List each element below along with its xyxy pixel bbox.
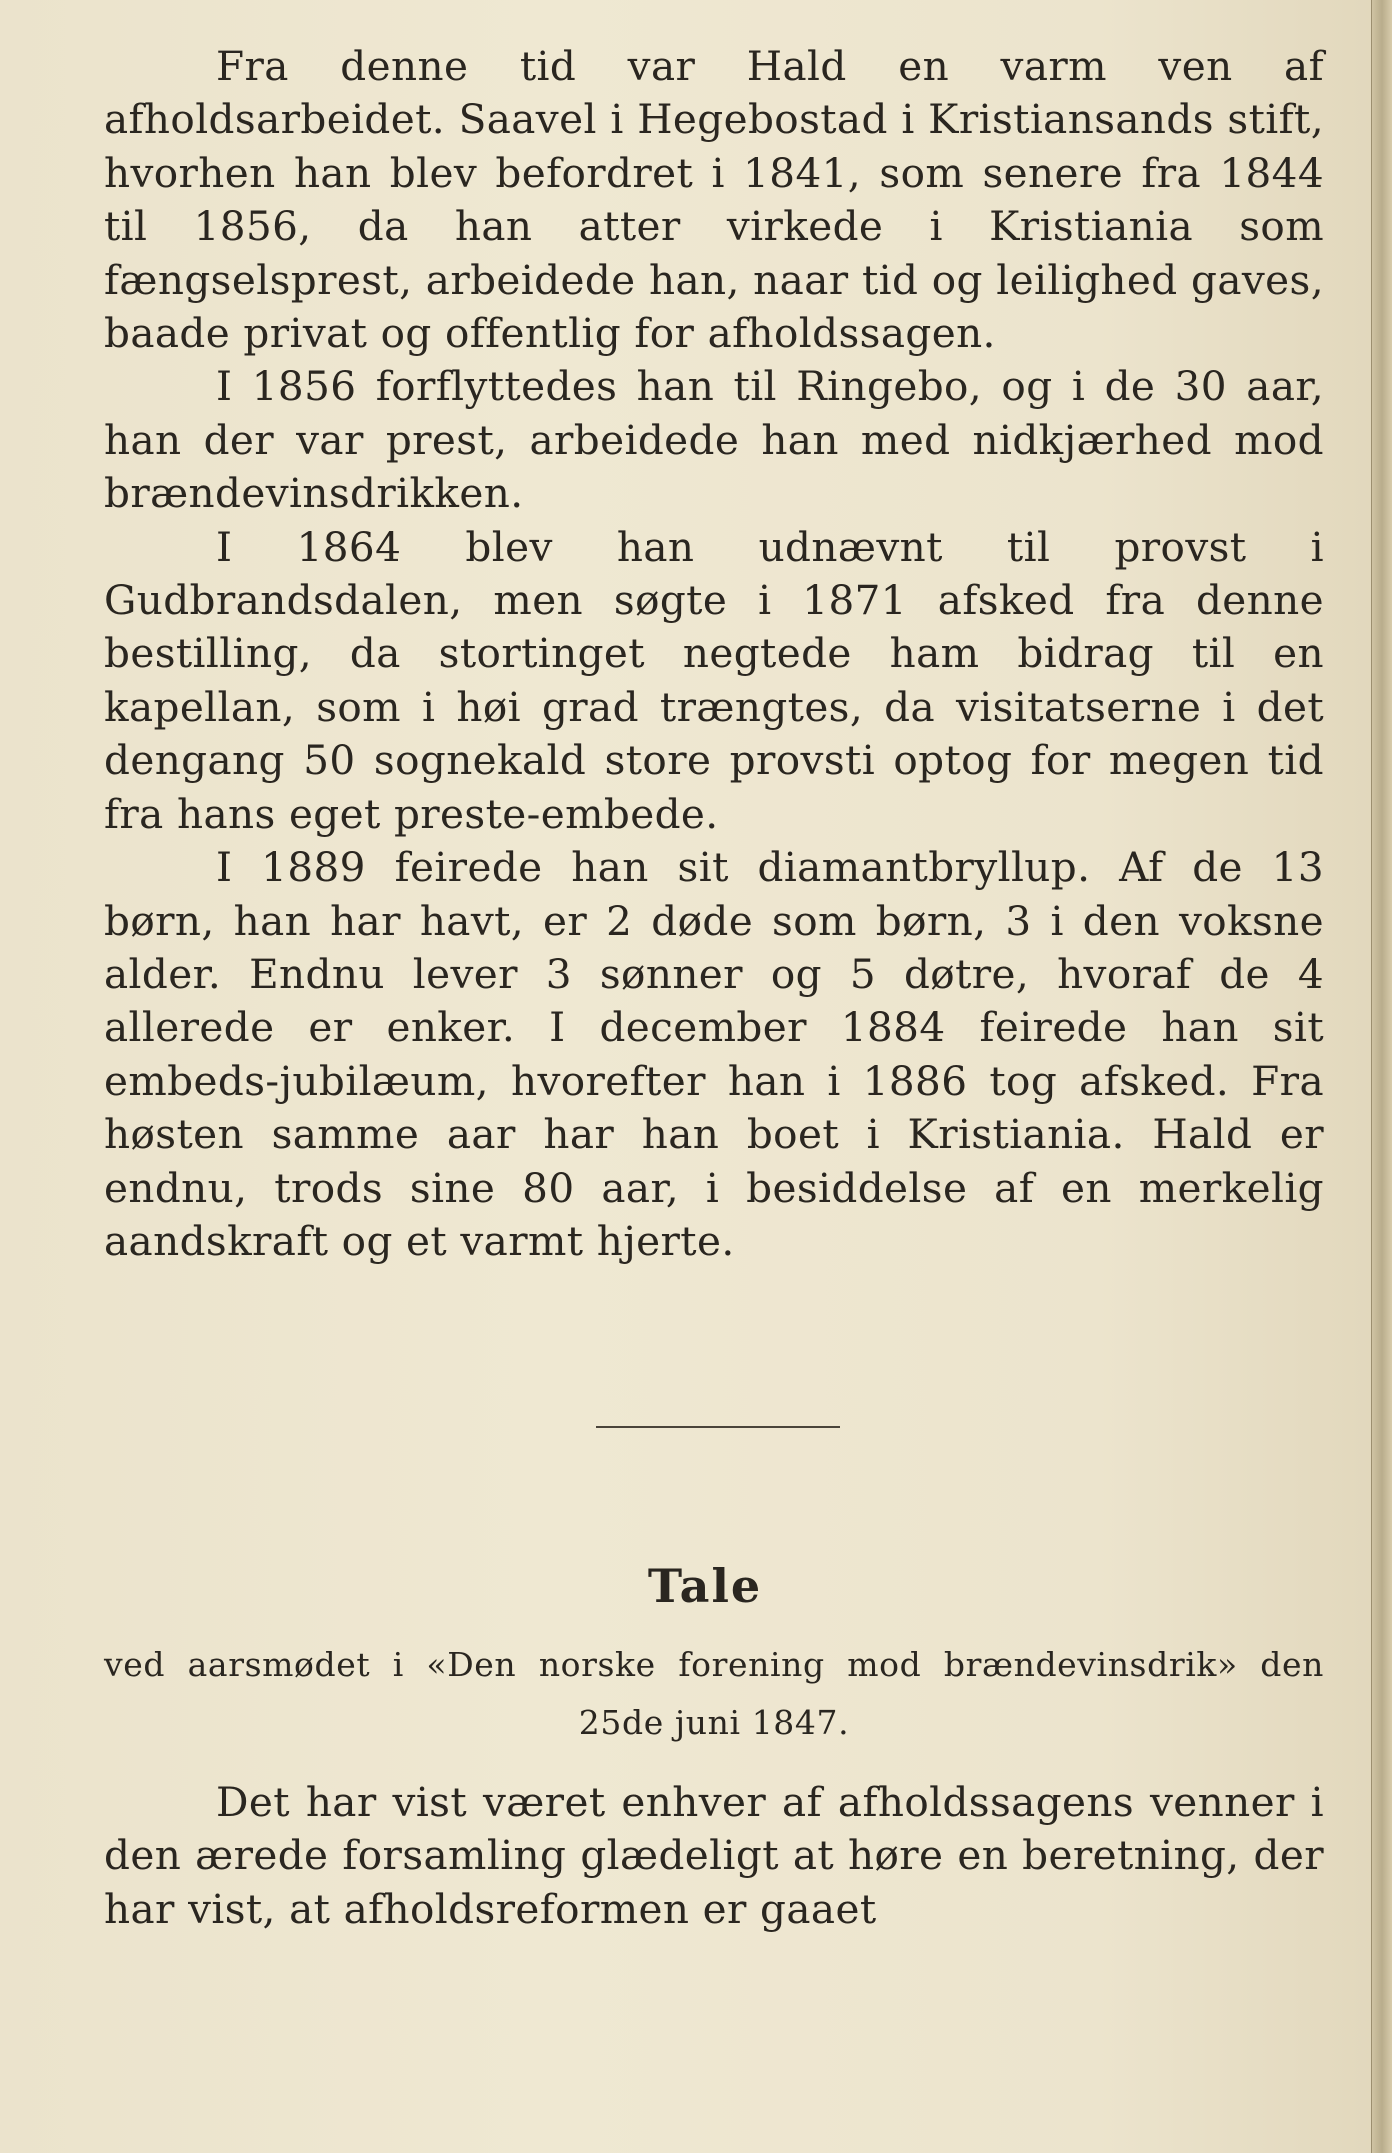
paragraph-text: Det har vist været enhver af afholdssagens venner i den ærede forsamling glædeligt at høre en beretning, der har vist, at afholdsreformen er gaaet xyxy=(104,1778,1324,1933)
book-spine-edge xyxy=(1371,0,1392,2153)
speech-title: Tale xyxy=(647,1559,763,1613)
speech-subtitle: ved aarsmødet i «Den norske forening mod brændevinsdrik» den 25de juni 1847. xyxy=(104,1645,1324,1742)
paragraph-text: Fra denne tid var Hald en varm ven af afholdsarbeidet. Saavel i Hegebostad i Kristiansands stift, hvorhen han blev befordret i 1841, som senere fra 1844 til 1856, da han atter virkede i Kristiania som fængselsprest, arbeidede han, naar tid og leilighed gaves, baade privat og offentlig for afholdssagen. xyxy=(104,42,1324,358)
speech-opening-paragraph xyxy=(104,1776,1324,1936)
paragraph-2 xyxy=(104,360,1324,520)
paragraph-1 xyxy=(104,40,1324,360)
speech-body xyxy=(104,1776,1324,1936)
paragraph-3 xyxy=(104,521,1324,841)
paragraph-text: I 1889 feirede han sit diamantbryllup. Af de 13 børn, han har havt, er 2 døde som børn, 3 i den voksne alder. Endnu lever 3 sønner og 5 døtre, hvoraf de 4 allerede er enker. I december 1884 feirede han sit embeds-jubilæum, hvorefter han i 1886 tog afsked. Fra høsten samme aar har han boet i Kristiania. Hald er endnu, trods sine 80 aar, i besiddelse af en merkelig aandskraft og et varmt hjerte. xyxy=(104,843,1324,1265)
article-body xyxy=(104,40,1324,1268)
paragraph-text: I 1856 forflyttedes han til Ringebo, og i de 30 aar, han der var prest, arbeidede han med nidkjærhed mod brændevinsdrikken. xyxy=(104,362,1324,518)
paragraph-4 xyxy=(104,841,1324,1268)
paragraph-text: I 1864 blev han udnævnt til provst i Gudbrandsdalen, men søgte i 1871 afsked fra denne bestilling, da stortinget negtede ham bidrag til en kapellan, som i høi grad trængtes, da visitatserne i det dengang 50 sognekald store provsti optog for megen tid fra hans eget preste-embede. xyxy=(104,522,1324,838)
section-divider xyxy=(596,1426,840,1428)
